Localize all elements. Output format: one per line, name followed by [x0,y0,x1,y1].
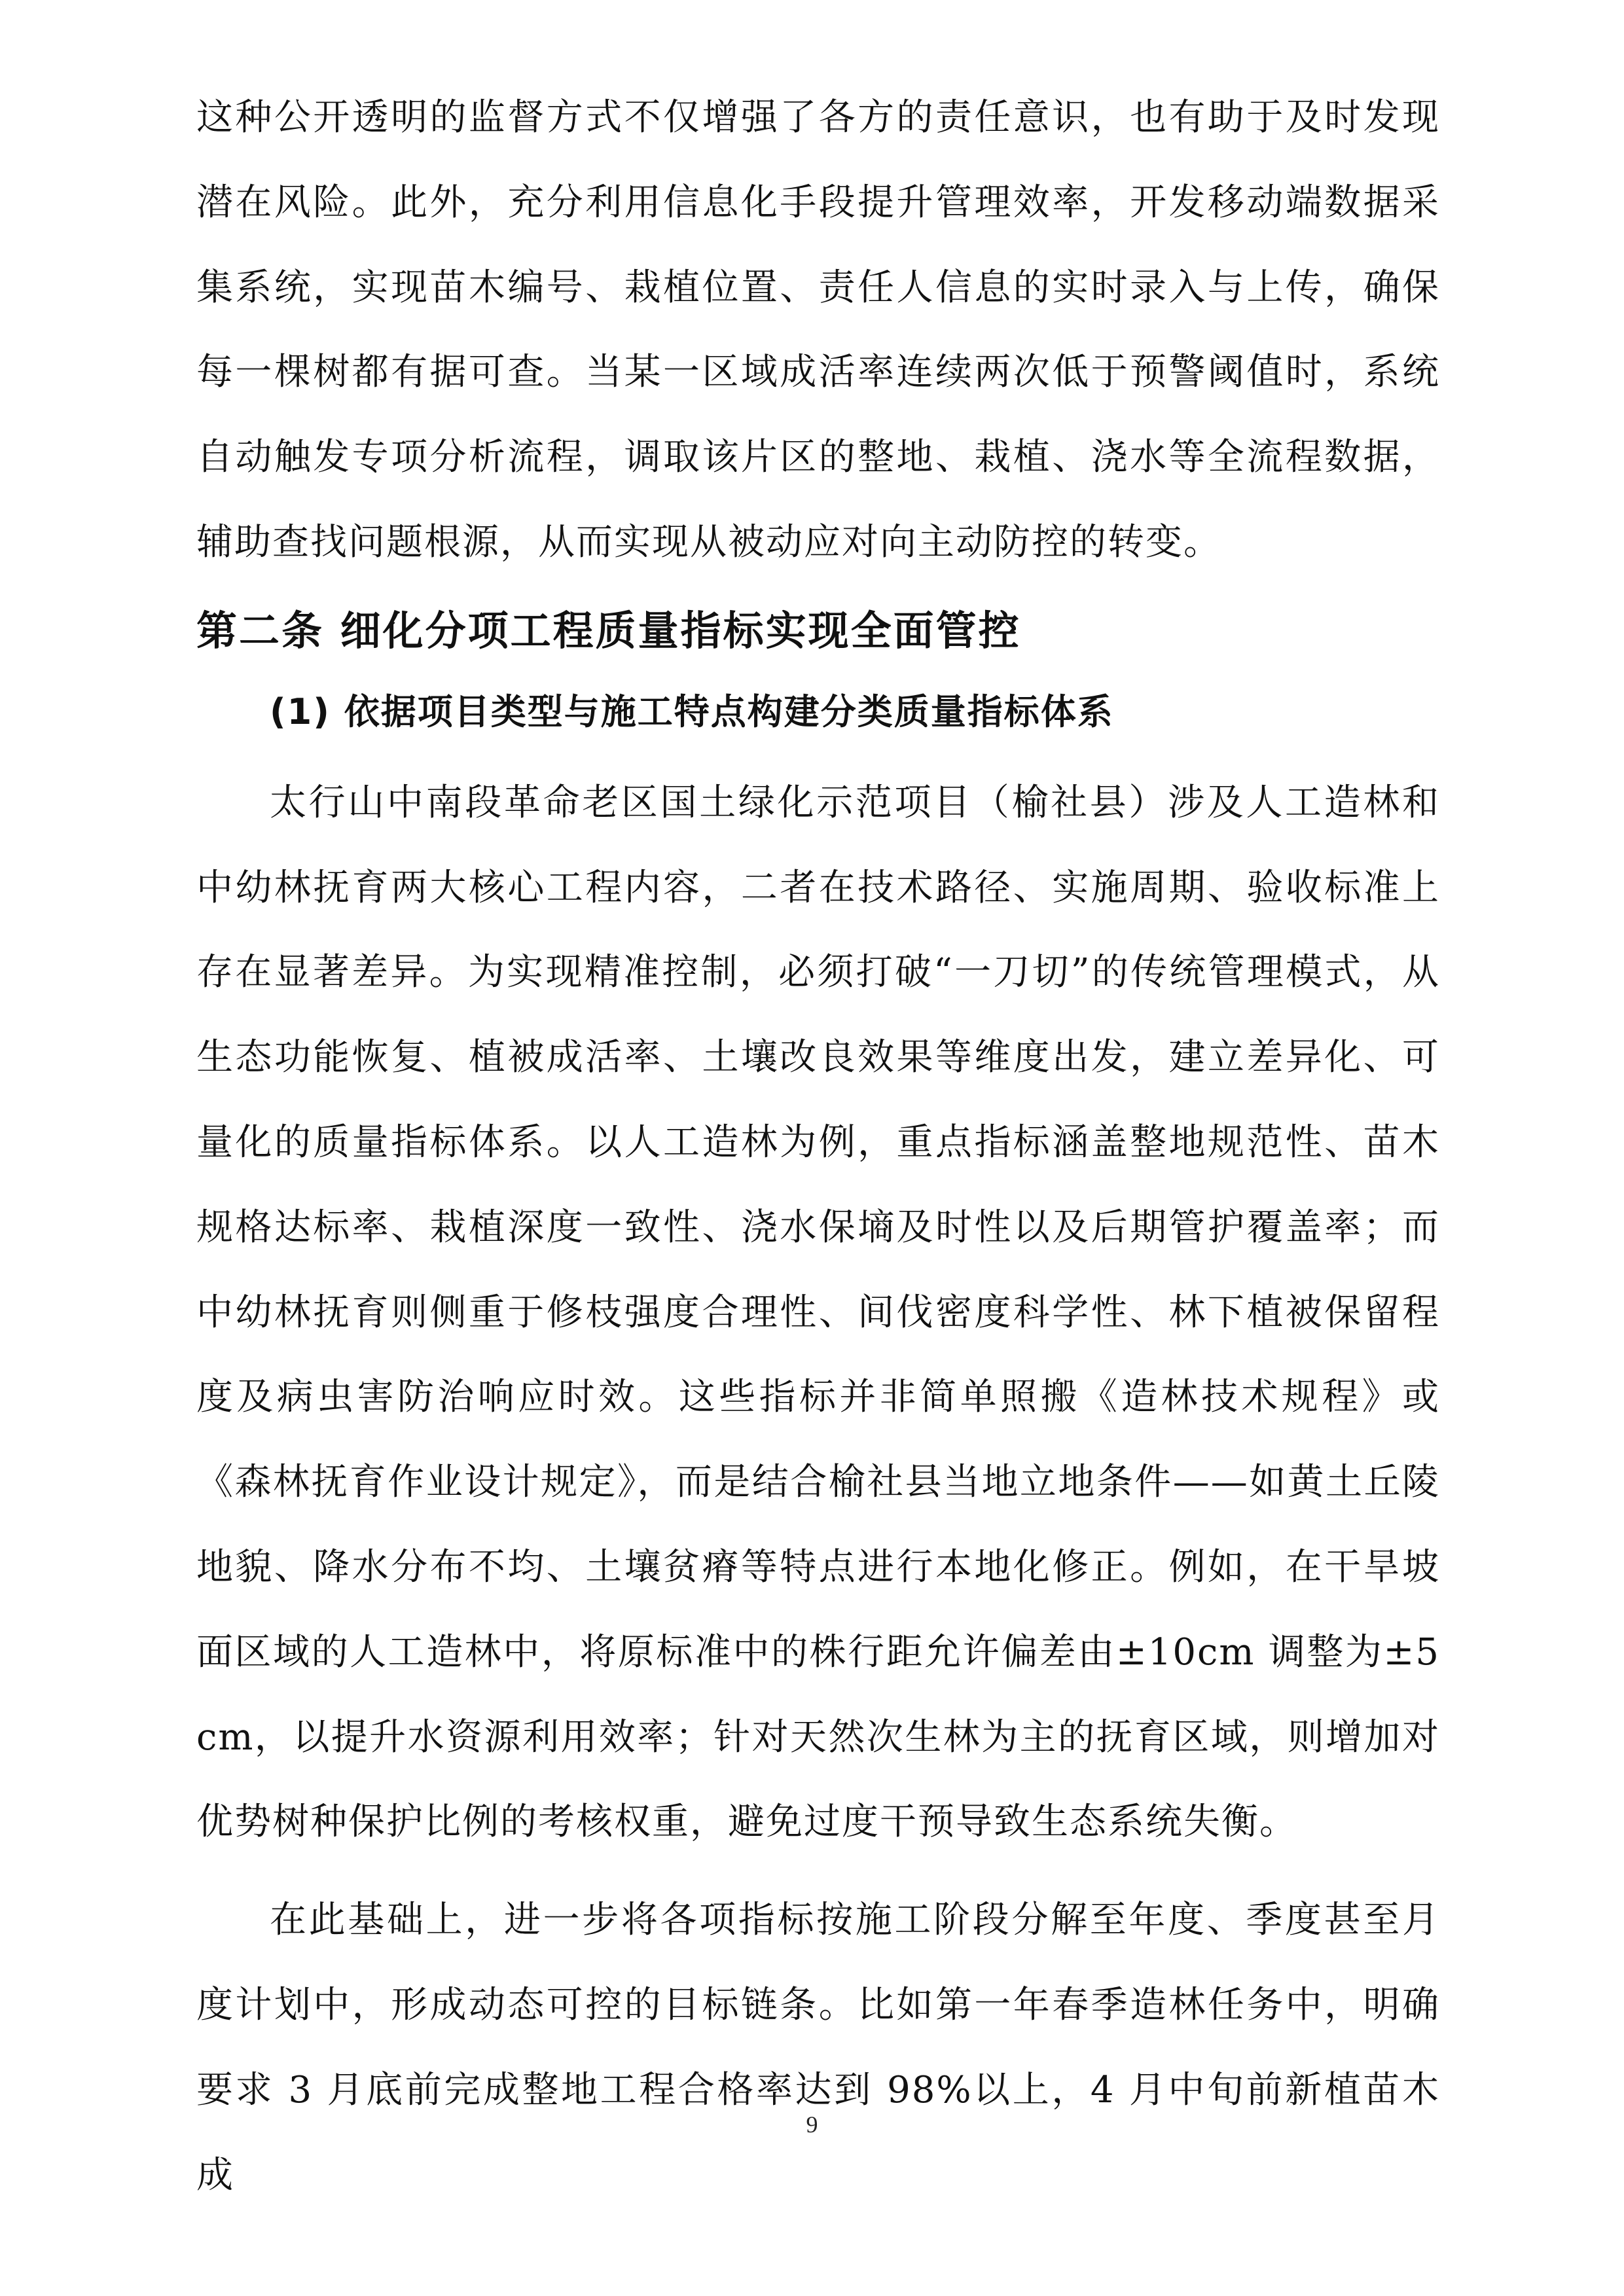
paragraph-gap [196,1865,1440,1878]
body-paragraph-2: 在此基础上，进一步将各项指标按施工阶段分解至年度、季度甚至月度计划中，形成动态可控的目标链条。比如第一年春季造林任务中，明确要求 3 月底前完成整地工程合格率达到 98%以上，4 月中旬前新植苗木成 [196,1899,1440,2197]
body-paragraph-1: 太行山中南段革命老区国土绿化示范项目（榆社县）涉及人工造林和中幼林抚育两大核心工程内容，二者在技术路径、实施周期、验收标准上存在显著差异。为实现精准控制，必须打破“一刀切”的传统管理模式，从生态功能恢复、植被成活率、土壤改良效果等维度出发，建立差异化、可量化的质量指标体系。以人工造林为例，重点指标涵盖整地规范性、苗木规格达标率、栽植深度一致性、浇水保墒及时性以及后期管护覆盖率；而中幼林抚育则侧重于修枝强度合理性、间伐密度科学性、林下植被保留程度及病虫害防治响应时效。这些指标并非简单照搬《造林技术规程》或《森林抚育作业设计规定》，而是结合榆社县当地立地条件——如黄土丘陵地貌、降水分布不均、土壤贫瘠等特点进行本地化修正。例如，在干旱坡面区域的人工造林中，将原标准中的株行距允许偏差由±10cm 调整为±5cm，以提升水资源利用效率；针对天然次生林为主的抚育区域，则增加对优势树种保护比例的考核权重，避免过度干预导致生态系统失衡。 [196,781,1440,1844]
subsection-heading: (1) 依据项目类型与施工特点构建分类质量指标体系 [270,691,1114,732]
page-body [196,75,1440,2217]
page-number: 9 [806,2111,818,2138]
section-heading: 第二条 细化分项工程质量指标实现全面管控 [196,606,1021,655]
continuation-paragraph: 这种公开透明的监督方式不仅增强了各方的责任意识，也有助于及时发现潜在风险。此外，充分利用信息化手段提升管理效率，开发移动端数据采集系统，实现苗木编号、栽植位置、责任人信息的实时录入与上传，确保每一棵树都有据可查。当某一区域成活率连续两次低于预警阈值时，系统自动触发专项分析流程，调取该片区的整地、栽植、浇水等全流程数据，辅助查找问题根源，从而实现从被动应对向主动防控的转变。 [196,96,1440,564]
